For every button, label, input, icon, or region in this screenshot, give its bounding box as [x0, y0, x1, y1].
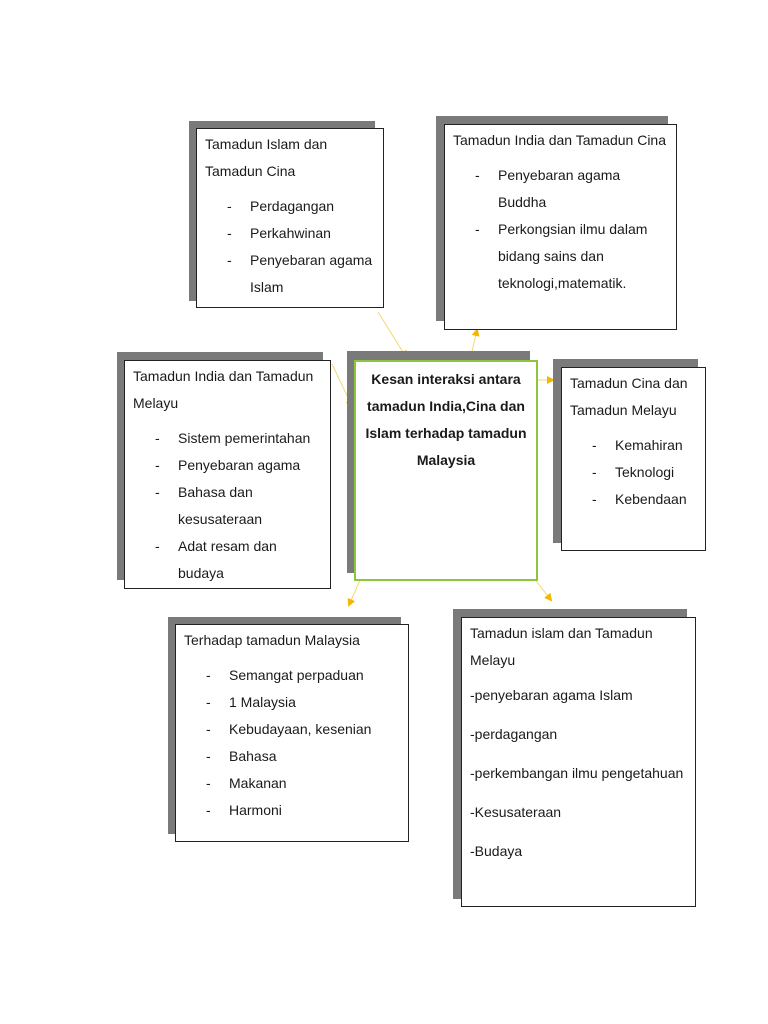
list-item: - Kebendaan: [570, 486, 697, 513]
list-item: - Adat resam dan budaya: [133, 533, 322, 587]
box-title: Tamadun India dan Tamadun Cina: [453, 132, 667, 148]
list-item: - Teknologi: [570, 459, 697, 486]
item-list: [205, 193, 375, 301]
box-title: Terhadap tamadun Malaysia: [184, 632, 360, 648]
box-india-melayu: [124, 360, 331, 589]
list-item: - Kemahiran: [570, 432, 697, 459]
list-item: - 1 Malaysia: [184, 689, 400, 716]
list-item: - Penyebaran agama Islam: [205, 247, 375, 301]
box-islam-cina: [196, 128, 384, 308]
list-item: - Penyebaran agama: [133, 452, 322, 479]
box-india-cina: [444, 124, 677, 330]
paragraph-line: -perdagangan: [470, 726, 558, 742]
list-item: - Sistem pemerintahan: [133, 425, 322, 452]
list-item: - Perkahwinan: [205, 220, 375, 247]
item-list: [184, 662, 400, 824]
list-item: - Perkongsian ilmu dalam bidang sains dan teknologi,matematik.: [453, 216, 668, 297]
item-list: [453, 162, 668, 297]
box-title: Tamadun India dan Tamadun Melayu: [133, 368, 314, 411]
list-item: - Makanan: [184, 770, 400, 797]
list-item: - Perdagangan: [205, 193, 375, 220]
item-list: [570, 432, 697, 513]
box-title: Tamadun islam dan Tamadun Melayu: [470, 625, 653, 668]
paragraph-line: -perkembangan ilmu pengetahuan: [470, 765, 684, 781]
center-topic-box: [354, 360, 538, 581]
list-item: - Bahasa: [184, 743, 400, 770]
box-title: Tamadun Cina dan Tamadun Melayu: [570, 375, 688, 418]
box-cina-melayu: [561, 367, 706, 551]
list-item: - Penyebaran agama Buddha: [453, 162, 668, 216]
list-item: - Kebudayaan, kesenian: [184, 716, 400, 743]
paragraph-line: -penyebaran agama Islam: [470, 687, 633, 703]
box-title: Tamadun Islam dan Tamadun Cina: [205, 136, 328, 179]
list-item: - Bahasa dan kesusateraan: [133, 479, 322, 533]
paragraph-line: -Budaya: [470, 843, 523, 859]
paragraph-line: -Kesusateraan: [470, 804, 562, 820]
box-islam-melayu: [461, 617, 696, 907]
list-item: - Harmoni: [184, 797, 400, 824]
list-item: - Semangat perpaduan: [184, 662, 400, 689]
box-malaysia: [175, 624, 409, 842]
item-list: [133, 425, 322, 587]
center-topic-text: Kesan interaksi antara tamadun India,Cina dan Islam terhadap tamadun Malaysia: [365, 371, 527, 468]
